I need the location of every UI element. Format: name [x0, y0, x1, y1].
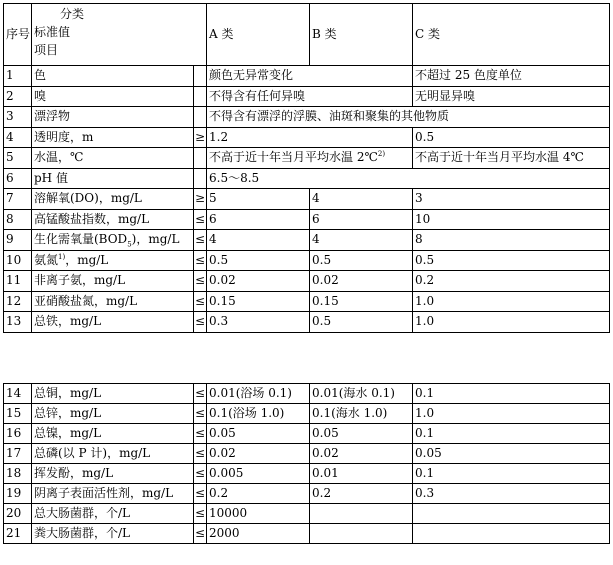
value-class-a: 6 [207, 209, 310, 230]
value-class-b [310, 504, 413, 524]
value-class-a: 0.2 [207, 484, 310, 504]
footnote-marker: 2) [377, 150, 386, 159]
classify-header: 分类 标准值 项目 [32, 4, 207, 66]
class-a-header: A 类 [207, 4, 310, 66]
value-class-b: 4 [310, 230, 413, 251]
table-row [4, 444, 610, 464]
value-class-b: 0.02 [310, 444, 413, 464]
value-class-b: 0.5 [310, 250, 413, 271]
comparison-operator: ≥ [194, 189, 207, 210]
table-row [4, 504, 610, 524]
value-class-a: 0.5 [207, 250, 310, 271]
table-row [4, 464, 610, 484]
value-class-c: 1.0 [413, 291, 610, 312]
value-class-a: 0.15 [207, 291, 310, 312]
table-row [4, 250, 610, 271]
value-class-c: 0.05 [413, 444, 610, 464]
value-class-c: 0.1 [413, 424, 610, 444]
comparison-operator [194, 86, 207, 107]
table-row [4, 230, 610, 251]
value-class-ab: 颜色无异常变化 [207, 66, 413, 87]
value-class-b: 4 [310, 189, 413, 210]
item-name: 总镍，mg/L [32, 424, 194, 444]
item-unit-text: )，mg/L [131, 232, 180, 247]
item-name: 透明度，m [32, 127, 194, 148]
table-row [4, 209, 610, 230]
comparison-operator: ≤ [194, 384, 207, 404]
value-class-c: 0.2 [413, 271, 610, 292]
row-number: 8 [4, 209, 32, 230]
item-name [32, 250, 194, 271]
value-class-c: 不超过 25 色度单位 [413, 66, 610, 87]
comparison-operator: ≤ [194, 444, 207, 464]
table-row [4, 384, 610, 404]
value-all-classes: 不得含有漂浮的浮膜、油斑和聚集的其他物质 [207, 107, 610, 128]
row-number: 11 [4, 271, 32, 292]
item-subscript: 5 [127, 240, 132, 249]
class-b-header: B 类 [310, 4, 413, 66]
row-number: 12 [4, 291, 32, 312]
value-text: 不高于近十年当月平均水温 2℃ [209, 150, 378, 165]
table-row [4, 107, 610, 128]
value-class-a: 10000 [207, 504, 310, 524]
value-class-a: 5 [207, 189, 310, 210]
value-class-a: 4 [207, 230, 310, 251]
item-name: 粪大肠菌群，个/L [32, 524, 194, 544]
value-class-a: 0.05 [207, 424, 310, 444]
comparison-operator: ≤ [194, 312, 207, 333]
value-class-b: 0.01 [310, 464, 413, 484]
value-class-b [310, 524, 413, 544]
comparison-operator: ≤ [194, 464, 207, 484]
value-class-b: 0.01(海水 0.1) [310, 384, 413, 404]
value-class-b: 0.05 [310, 424, 413, 444]
value-class-c: 3 [413, 189, 610, 210]
value-class-c: 0.3 [413, 484, 610, 504]
value-class-c [413, 524, 610, 544]
value-class-c: 10 [413, 209, 610, 230]
item-name: 总磷(以 P 计)，mg/L [32, 444, 194, 464]
comparison-operator: ≥ [194, 127, 207, 148]
item-name: 总铜，mg/L [32, 384, 194, 404]
table-row [4, 189, 610, 210]
item-name: 高锰酸盐指数，mg/L [32, 209, 194, 230]
comparison-operator: ≤ [194, 271, 207, 292]
value-class-c [413, 504, 610, 524]
comparison-operator: ≤ [194, 291, 207, 312]
row-number: 2 [4, 86, 32, 107]
comparison-operator [194, 168, 207, 189]
comparison-operator [194, 148, 207, 169]
value-class-ab: 不得含有任何异嗅 [207, 86, 413, 107]
value-class-a: 0.02 [207, 444, 310, 464]
table-row [4, 484, 610, 504]
row-number: 1 [4, 66, 32, 87]
row-number: 3 [4, 107, 32, 128]
standards-table-bottom [3, 383, 610, 544]
item-name [32, 230, 194, 251]
comparison-operator: ≤ [194, 424, 207, 444]
table-row [4, 271, 610, 292]
comparison-operator [194, 107, 207, 128]
table-row [4, 86, 610, 107]
value-class-c: 无明显异嗅 [413, 86, 610, 107]
comparison-operator: ≤ [194, 250, 207, 271]
item-unit-text: ，mg/L [65, 252, 109, 267]
row-number: 15 [4, 404, 32, 424]
item-name: 溶解氧(DO)，mg/L [32, 189, 194, 210]
value-class-a: 2000 [207, 524, 310, 544]
comparison-operator: ≤ [194, 404, 207, 424]
item-name: 总铁，mg/L [32, 312, 194, 333]
row-number: 18 [4, 464, 32, 484]
item-name-text: 氨氮 [34, 252, 59, 267]
table-row [4, 127, 610, 148]
value-class-b: 0.15 [310, 291, 413, 312]
row-number: 20 [4, 504, 32, 524]
table-row [4, 424, 610, 444]
row-number: 16 [4, 424, 32, 444]
item-name: 漂浮物 [32, 107, 194, 128]
table-row [4, 524, 610, 544]
item-name: 总锌，mg/L [32, 404, 194, 424]
item-name: 总大肠菌群，个/L [32, 504, 194, 524]
table-row [4, 291, 610, 312]
value-class-ab: 1.2 [207, 127, 413, 148]
item-name: 水温，℃ [32, 148, 194, 169]
footnote-marker: 1) [58, 252, 66, 261]
row-number: 9 [4, 230, 32, 251]
value-class-a: 0.02 [207, 271, 310, 292]
row-number: 13 [4, 312, 32, 333]
value-class-c: 0.5 [413, 127, 610, 148]
value-class-b: 6 [310, 209, 413, 230]
comparison-operator [194, 66, 207, 87]
item-name: 色 [32, 66, 194, 87]
value-class-a: 0.01(浴场 0.1) [207, 384, 310, 404]
comparison-operator: ≤ [194, 230, 207, 251]
comparison-operator: ≤ [194, 504, 207, 524]
value-class-a: 0.005 [207, 464, 310, 484]
table-row [4, 404, 610, 424]
row-number: 14 [4, 384, 32, 404]
comparison-operator: ≤ [194, 209, 207, 230]
value-class-b: 0.02 [310, 271, 413, 292]
header-row [4, 4, 610, 66]
table-row [4, 168, 610, 189]
value-class-b: 0.2 [310, 484, 413, 504]
value-class-a: 0.3 [207, 312, 310, 333]
row-number: 19 [4, 484, 32, 504]
value-class-a: 0.1(浴场 1.0) [207, 404, 310, 424]
row-number: 5 [4, 148, 32, 169]
row-number: 21 [4, 524, 32, 544]
value-class-b: 0.5 [310, 312, 413, 333]
item-name: 非离子氨，mg/L [32, 271, 194, 292]
comparison-operator: ≤ [194, 484, 207, 504]
row-number: 6 [4, 168, 32, 189]
row-number: 17 [4, 444, 32, 464]
value-class-c: 1.0 [413, 404, 610, 424]
item-name: 亚硝酸盐氮，mg/L [32, 291, 194, 312]
item-name-text: 生化需氧量(BOD [34, 232, 128, 247]
comparison-operator: ≤ [194, 524, 207, 544]
value-class-b: 0.1(海水 1.0) [310, 404, 413, 424]
item-name: 嗅 [32, 86, 194, 107]
value-class-c: 0.5 [413, 250, 610, 271]
item-name: pH 值 [32, 168, 194, 189]
row-number: 10 [4, 250, 32, 271]
value-all-classes: 6.5～8.5 [207, 168, 610, 189]
value-class-ab [207, 148, 413, 169]
class-c-header: C 类 [413, 4, 610, 66]
standards-table-top [3, 3, 610, 333]
table-row [4, 148, 610, 169]
row-number: 4 [4, 127, 32, 148]
value-class-c: 0.1 [413, 464, 610, 484]
row-number: 7 [4, 189, 32, 210]
value-class-c: 8 [413, 230, 610, 251]
table-row [4, 66, 610, 87]
value-class-c: 不高于近十年当月平均水温 4℃ [413, 148, 610, 169]
item-name: 挥发酚，mg/L [32, 464, 194, 484]
table-row [4, 312, 610, 333]
seq-header: 序号 [4, 4, 32, 66]
item-name: 阴离子表面活性剂，mg/L [32, 484, 194, 504]
value-class-c: 0.1 [413, 384, 610, 404]
value-class-c: 1.0 [413, 312, 610, 333]
